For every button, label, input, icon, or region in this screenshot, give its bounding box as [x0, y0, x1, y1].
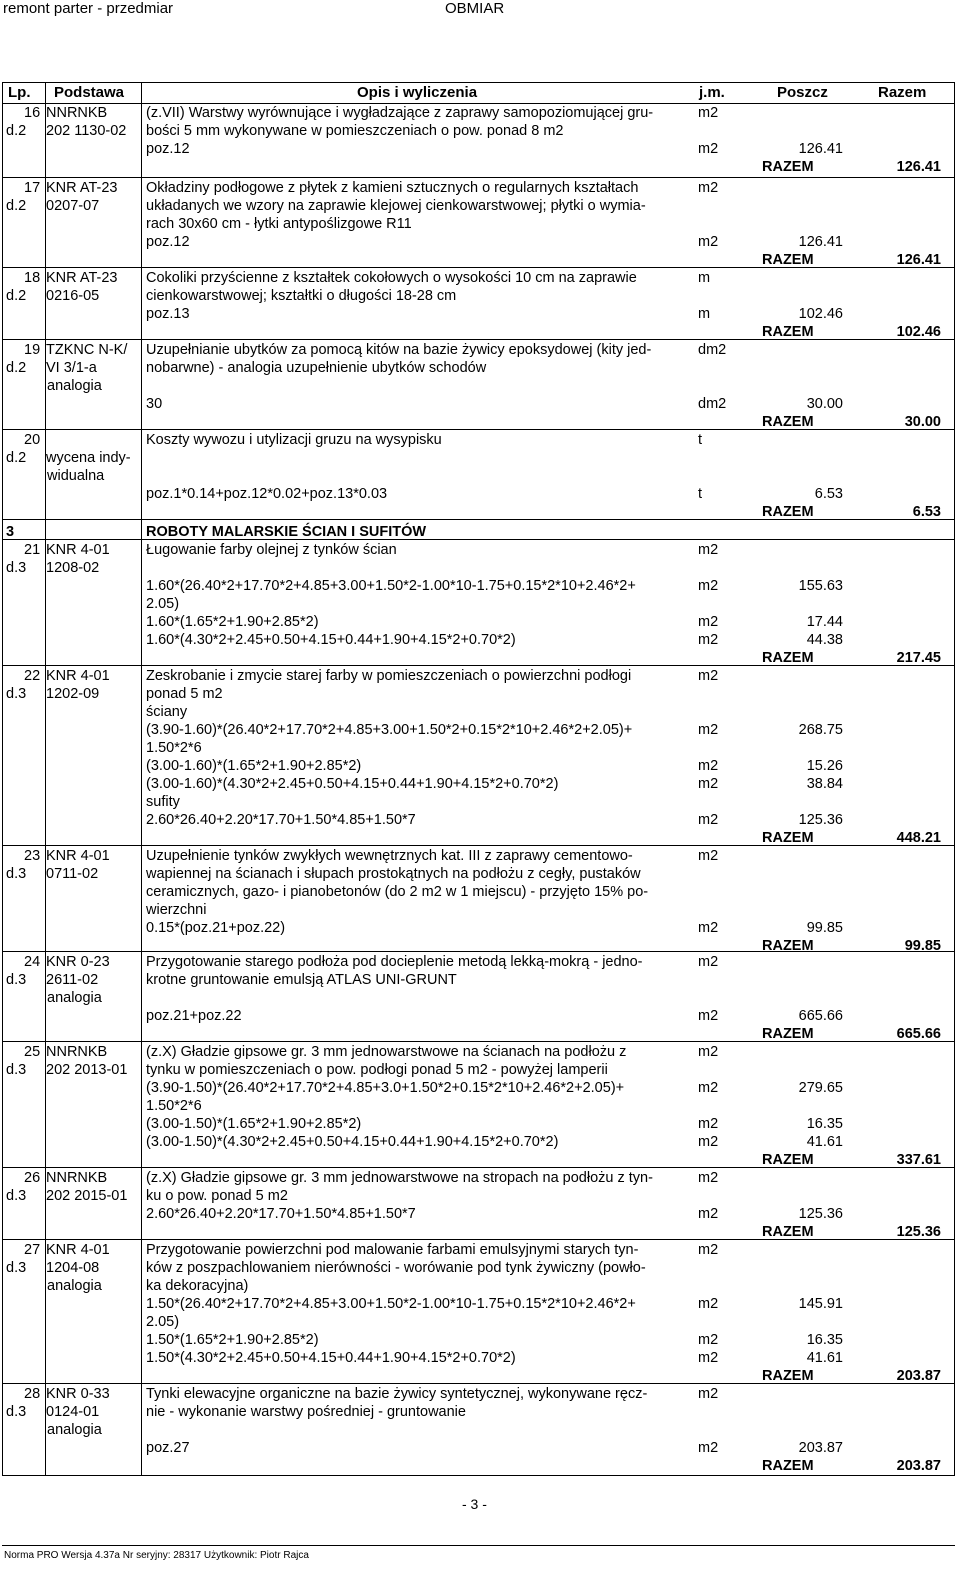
- calc-value: 38.84: [806, 776, 843, 792]
- razem-value: 665.66: [896, 1026, 941, 1042]
- item-unit: m2: [698, 1386, 719, 1402]
- item-description: krotne gruntowanie emulsją ATLAS UNI-GRUNT: [146, 972, 457, 988]
- item-basis: 0216-05: [46, 288, 100, 304]
- item-description: cienkowarstwowej; kształtki o długości 18-28 cm: [146, 288, 457, 304]
- row-divider: [2, 845, 955, 846]
- calc-unit: m2: [698, 1440, 719, 1456]
- calc-label: sufity: [146, 794, 180, 810]
- row-divider: [2, 951, 955, 952]
- calc-value: 41.61: [806, 1350, 843, 1366]
- razem-label: RAZEM: [762, 1458, 814, 1474]
- item-unit: m2: [698, 1044, 719, 1060]
- item-sub: d.3: [6, 866, 27, 882]
- col-unit: j.m.: [699, 84, 725, 101]
- item-description: Okładziny podłogowe z płytek z kamieni sztucznych o regularnych kształtach: [146, 180, 639, 196]
- razem-label: RAZEM: [762, 830, 814, 846]
- section-number: 3: [6, 524, 15, 540]
- calc-expression: 1.50*(4.30*2+2.45+0.50+4.15+0.44+1.90+4.15*2+0.70*2): [146, 1350, 516, 1366]
- calc-unit: m2: [698, 1350, 719, 1366]
- row-divider: [2, 665, 955, 666]
- item-description: Zeskrobanie i zmycie starej farby w pomieszczeniach o powierzchni podłogi: [146, 668, 632, 684]
- razem-label: RAZEM: [762, 414, 814, 430]
- calc-expression-cont: 2.05): [146, 1314, 180, 1330]
- calc-unit: m2: [698, 1206, 719, 1222]
- item-basis: KNR AT-23: [46, 180, 118, 196]
- item-number: 26: [24, 1170, 41, 1186]
- item-description: układanych we wzory na zaprawie klejowej cienkowarstwowej; płytki o wymia-: [146, 198, 646, 214]
- razem-label: RAZEM: [762, 504, 814, 520]
- row-divider: [2, 1041, 955, 1042]
- item-sub: d.3: [6, 1062, 27, 1078]
- item-basis: 2611-02: [46, 972, 99, 988]
- item-number: 18: [24, 270, 41, 286]
- item-description: Uzupełnianie ubytków za pomocą kitów na bazie żywicy epoksydowej (kity jed-: [146, 342, 652, 358]
- item-sub: d.3: [6, 972, 27, 988]
- calc-expression-cont: 2.05): [146, 596, 180, 612]
- calc-value: 665.66: [798, 1008, 843, 1024]
- col-razem: Razem: [878, 84, 927, 101]
- col-description: Opis i wyliczenia: [357, 84, 478, 101]
- item-number: 28: [24, 1386, 41, 1402]
- item-basis: NNRNKB: [46, 1170, 108, 1186]
- item-description: wierzchni: [146, 902, 207, 918]
- item-sub: d.2: [6, 123, 27, 139]
- calc-value: 44.38: [806, 632, 843, 648]
- item-number: 27: [24, 1242, 41, 1258]
- row-divider: [2, 519, 955, 520]
- razem-value: 448.21: [896, 830, 941, 846]
- item-description: Przygotowanie starego podłoża pod docieplenie metodą lekką-mokrą - jedno-: [146, 954, 643, 970]
- item-basis: analogia: [47, 378, 102, 394]
- item-unit: m2: [698, 105, 719, 121]
- item-number: 20: [24, 432, 41, 448]
- item-description: ponad 5 m2: [146, 686, 223, 702]
- item-number: 22: [24, 668, 41, 684]
- item-number: 25: [24, 1044, 41, 1060]
- calc-expression-cont: 1.50*2*6: [146, 740, 202, 756]
- calc-expression: (3.00-1.50)*(4.30*2+2.45+0.50+4.15+0.44+1.90+4.15*2+0.70*2): [146, 1134, 559, 1150]
- col-basis: Podstawa: [54, 84, 125, 101]
- calc-value: 126.41: [798, 234, 843, 250]
- calc-expression-cont: 1.50*2*6: [146, 1098, 202, 1114]
- razem-value: 126.41: [896, 252, 941, 268]
- razem-value: 102.46: [896, 324, 941, 340]
- item-unit: m: [698, 270, 711, 286]
- page-number: - 3 -: [462, 1496, 487, 1512]
- razem-value: 30.00: [904, 414, 941, 430]
- calc-expression: poz.12: [146, 141, 190, 157]
- calc-expression: 1.60*(4.30*2+2.45+0.50+4.15+0.44+1.90+4.15*2+0.70*2): [146, 632, 516, 648]
- calc-unit: m2: [698, 141, 719, 157]
- item-description: ku o pow. ponad 5 m2: [146, 1188, 288, 1204]
- row-divider: [2, 1167, 955, 1168]
- calc-value: 16.35: [806, 1332, 843, 1348]
- item-basis: wycena indy-: [46, 450, 131, 466]
- item-description: ka dekoracyjna): [146, 1278, 249, 1294]
- item-description: Cokoliki przyścienne z kształtek cokołowych o wysokości 10 cm na zaprawie: [146, 270, 637, 286]
- calc-unit: dm2: [698, 396, 727, 412]
- col-lp: Lp.: [8, 84, 31, 101]
- item-description: wapiennej na ścianach i słupach prostokątnych na podłożu z cegły, pustaków: [146, 866, 641, 882]
- item-basis: TZKNC N-K/: [46, 342, 128, 358]
- razem-label: RAZEM: [762, 650, 814, 666]
- item-unit: m2: [698, 542, 719, 558]
- item-unit: dm2: [698, 342, 727, 358]
- row-divider: [2, 539, 955, 540]
- calc-unit: m2: [698, 1332, 719, 1348]
- row-divider: [2, 177, 955, 178]
- calc-value: 125.36: [798, 1206, 843, 1222]
- razem-label: RAZEM: [762, 1026, 814, 1042]
- item-basis: 202 2015-01: [46, 1188, 128, 1204]
- item-description: Koszty wywozu i utylizacji gruzu na wysypisku: [146, 432, 442, 448]
- item-basis: 1204-08: [46, 1260, 100, 1276]
- calc-unit: m2: [698, 758, 719, 774]
- item-description: (z.X) Gładzie gipsowe gr. 3 mm jednowarstwowe na stropach na podłożu z tyn-: [146, 1170, 653, 1186]
- calc-expression: 30: [146, 396, 163, 412]
- calc-expression: 1.50*(1.65*2+1.90+2.85*2): [146, 1332, 319, 1348]
- calc-expression: 2.60*26.40+2.20*17.70+1.50*4.85+1.50*7: [146, 812, 416, 828]
- item-basis: analogia: [47, 990, 102, 1006]
- calc-unit: m2: [698, 812, 719, 828]
- item-unit: m2: [698, 180, 719, 196]
- footer-text: Norma PRO Wersja 4.37a Nr seryjny: 28317 Użytkownik: Piotr Rajca: [4, 1550, 309, 1561]
- item-unit: m2: [698, 954, 719, 970]
- calc-unit: m: [698, 306, 711, 322]
- item-unit: m2: [698, 668, 719, 684]
- item-sub: d.3: [6, 1404, 27, 1420]
- item-unit: t: [698, 432, 703, 448]
- item-basis: 0124-01: [46, 1404, 100, 1420]
- calc-value: 155.63: [798, 578, 843, 594]
- item-sub: d.3: [6, 686, 27, 702]
- calc-expression: poz.27: [146, 1440, 190, 1456]
- row-divider: [2, 1383, 955, 1384]
- section-title: ROBOTY MALARSKIE ŚCIAN I SUFITÓW: [146, 524, 427, 540]
- calc-value: 268.75: [798, 722, 843, 738]
- razem-value: 203.87: [896, 1368, 941, 1384]
- page-header: [0, 0, 960, 17]
- item-description: ceramicznych, gazo- i pianobetonów (do 2 m2 w 1 miejscu) - przyjęto 15% po-: [146, 884, 649, 900]
- calc-expression: 0.15*(poz.21+poz.22): [146, 920, 286, 936]
- item-description: ków z poszpachlowaniem nierówności - worówanie pod tynk żywiczny (powło-: [146, 1260, 646, 1276]
- column-header-row: [2, 82, 955, 104]
- calc-expression: (3.00-1.60)*(4.30*2+2.45+0.50+4.15+0.44+1.90+4.15*2+0.70*2): [146, 776, 559, 792]
- calc-unit: m2: [698, 1134, 719, 1150]
- item-sub: d.3: [6, 560, 27, 576]
- calc-expression: 2.60*26.40+2.20*17.70+1.50*4.85+1.50*7: [146, 1206, 416, 1222]
- item-description: (z.X) Gładzie gipsowe gr. 3 mm jednowarstwowe na ścianach na podłożu z: [146, 1044, 627, 1060]
- razem-value: 125.36: [896, 1224, 941, 1240]
- calc-value: 99.85: [806, 920, 843, 936]
- calc-unit: m2: [698, 614, 719, 630]
- calc-value: 126.41: [798, 141, 843, 157]
- calc-label: ściany: [146, 704, 188, 720]
- item-description: Ługowanie farby olejnej z tynków ścian: [146, 542, 397, 558]
- item-description: nobarwne) - analogia uzupełnienie ubytków schodów: [146, 360, 487, 376]
- calc-value: 145.91: [798, 1296, 843, 1312]
- razem-label: RAZEM: [762, 159, 814, 175]
- item-basis: KNR 4-01: [46, 542, 110, 558]
- col-divider: [141, 82, 142, 1476]
- razem-value: 217.45: [896, 650, 941, 666]
- item-basis: analogia: [47, 1422, 102, 1438]
- calc-unit: m2: [698, 1296, 719, 1312]
- item-basis: KNR AT-23: [46, 270, 118, 286]
- calc-unit: m2: [698, 1116, 719, 1132]
- item-number: 24: [24, 954, 41, 970]
- calc-unit: m2: [698, 578, 719, 594]
- calc-expression: poz.13: [146, 306, 190, 322]
- calc-value: 6.53: [814, 486, 843, 502]
- item-basis: KNR 4-01: [46, 1242, 110, 1258]
- calc-expression: 1.50*(26.40*2+17.70*2+4.85+3.00+1.50*2-1.00*10-1.75+0.15*2*10+2.46*2+: [146, 1296, 636, 1312]
- row-divider: [2, 267, 955, 268]
- calc-unit: m2: [698, 1008, 719, 1024]
- calc-value: 102.46: [798, 306, 843, 322]
- row-divider: [2, 339, 955, 340]
- item-description: bości 5 mm wykonywane w pomieszczeniach o pow. ponad 8 m2: [146, 123, 564, 139]
- item-sub: d.2: [6, 288, 27, 304]
- item-description: Przygotowanie powierzchni pod malowanie farbami emulsyjnymi starych tyn-: [146, 1242, 639, 1258]
- calc-value: 16.35: [806, 1116, 843, 1132]
- item-basis: 202 1130-02: [46, 123, 127, 139]
- item-number: 16: [24, 105, 41, 121]
- calc-unit: m2: [698, 234, 719, 250]
- item-sub: d.2: [6, 360, 27, 376]
- razem-value: 203.87: [896, 1458, 941, 1474]
- calc-value: 17.44: [806, 614, 843, 630]
- razem-label: RAZEM: [762, 1152, 814, 1168]
- item-description: (z.VII) Warstwy wyrównujące i wygładzające z zaprawy samopoziomującej gru-: [146, 105, 654, 121]
- item-description: tynku w pomieszczeniach o pow. podłogi ponad 5 m2 - powyżej lamperii: [146, 1062, 608, 1078]
- item-basis: KNR 0-23: [46, 954, 110, 970]
- item-sub: d.2: [6, 450, 27, 466]
- row-divider: [2, 429, 955, 430]
- calc-value: 203.87: [798, 1440, 843, 1456]
- item-number: 21: [24, 542, 41, 558]
- calc-expression: (3.00-1.60)*(1.65*2+1.90+2.85*2): [146, 758, 362, 774]
- calc-expression: 1.60*(26.40*2+17.70*2+4.85+3.00+1.50*2-1.00*10-1.75+0.15*2*10+2.46*2+: [146, 578, 636, 594]
- razem-value: 337.61: [896, 1152, 941, 1168]
- razem-value: 126.41: [896, 159, 941, 175]
- item-basis: KNR 0-33: [46, 1386, 110, 1402]
- item-unit: m2: [698, 1242, 719, 1258]
- item-basis: KNR 4-01: [46, 848, 110, 864]
- razem-label: RAZEM: [762, 324, 814, 340]
- calc-expression: poz.1*0.14+poz.12*0.02+poz.13*0.03: [146, 486, 388, 502]
- razem-value: 6.53: [912, 504, 941, 520]
- calc-unit: t: [698, 486, 703, 502]
- row-divider: [2, 1239, 955, 1240]
- calc-unit: m2: [698, 1080, 719, 1096]
- razem-label: RAZEM: [762, 1368, 814, 1384]
- item-basis: 0207-07: [46, 198, 100, 214]
- item-sub: d.3: [6, 1260, 27, 1276]
- item-basis: 202 2013-01: [46, 1062, 128, 1078]
- calc-unit: m2: [698, 776, 719, 792]
- item-basis: NNRNKB: [46, 1044, 108, 1060]
- item-sub: d.3: [6, 1188, 27, 1204]
- footer-divider: [2, 1545, 955, 1546]
- razem-label: RAZEM: [762, 1224, 814, 1240]
- calc-expression: 1.60*(1.65*2+1.90+2.85*2): [146, 614, 319, 630]
- item-basis: 1208-02: [46, 560, 100, 576]
- item-basis: widualna: [47, 468, 105, 484]
- item-basis: KNR 4-01: [46, 668, 110, 684]
- item-basis: NNRNKB: [46, 105, 108, 121]
- item-description: Uzupełnienie tynków zwykłych wewnętrznych kat. III z zaprawy cementowo-: [146, 848, 633, 864]
- item-number: 23: [24, 848, 41, 864]
- document-title: remont parter - przedmiar: [3, 0, 174, 17]
- calc-value: 30.00: [806, 396, 843, 412]
- item-description: Tynki elewacyjne organiczne na bazie żywicy syntetycznej, wykonywane ręcz-: [146, 1386, 648, 1402]
- razem-label: RAZEM: [762, 938, 814, 954]
- calc-value: 41.61: [806, 1134, 843, 1150]
- calc-value: 279.65: [798, 1080, 843, 1096]
- item-number: 17: [24, 180, 41, 196]
- razem-value: 99.85: [904, 938, 941, 954]
- item-unit: m2: [698, 1170, 719, 1186]
- item-sub: d.2: [6, 198, 27, 214]
- item-description: rach 30x60 cm - łytki antypoślizgowe R11: [146, 216, 412, 232]
- item-basis: 1202-09: [46, 686, 100, 702]
- item-number: 19: [24, 342, 41, 358]
- calc-expression: (3.00-1.50)*(1.65*2+1.90+2.85*2): [146, 1116, 362, 1132]
- calc-unit: m2: [698, 632, 719, 648]
- item-basis: 0711-02: [46, 866, 99, 882]
- item-description: nie - wykonanie warstwy pośredniej - gruntowanie: [146, 1404, 466, 1420]
- item-unit: m2: [698, 848, 719, 864]
- calc-expression: (3.90-1.50)*(26.40*2+17.70*2+4.85+3.0+1.50*2+0.15*2*10+2.46*2+2.05)+: [146, 1080, 625, 1096]
- calc-value: 15.26: [806, 758, 843, 774]
- calc-expression: poz.21+poz.22: [146, 1008, 242, 1024]
- calc-expression: poz.12: [146, 234, 190, 250]
- calc-expression: (3.90-1.60)*(26.40*2+17.70*2+4.85+3.00+1.50*2+0.15*2*10+2.46*2+2.05)+: [146, 722, 633, 738]
- document-section: OBMIAR: [445, 0, 505, 17]
- calc-unit: m2: [698, 920, 719, 936]
- item-basis: analogia: [47, 1278, 102, 1294]
- razem-label: RAZEM: [762, 252, 814, 268]
- calc-value: 125.36: [798, 812, 843, 828]
- calc-unit: m2: [698, 722, 719, 738]
- item-basis: VI 3/1-a: [46, 360, 97, 376]
- col-poszcz: Poszcz: [777, 84, 828, 101]
